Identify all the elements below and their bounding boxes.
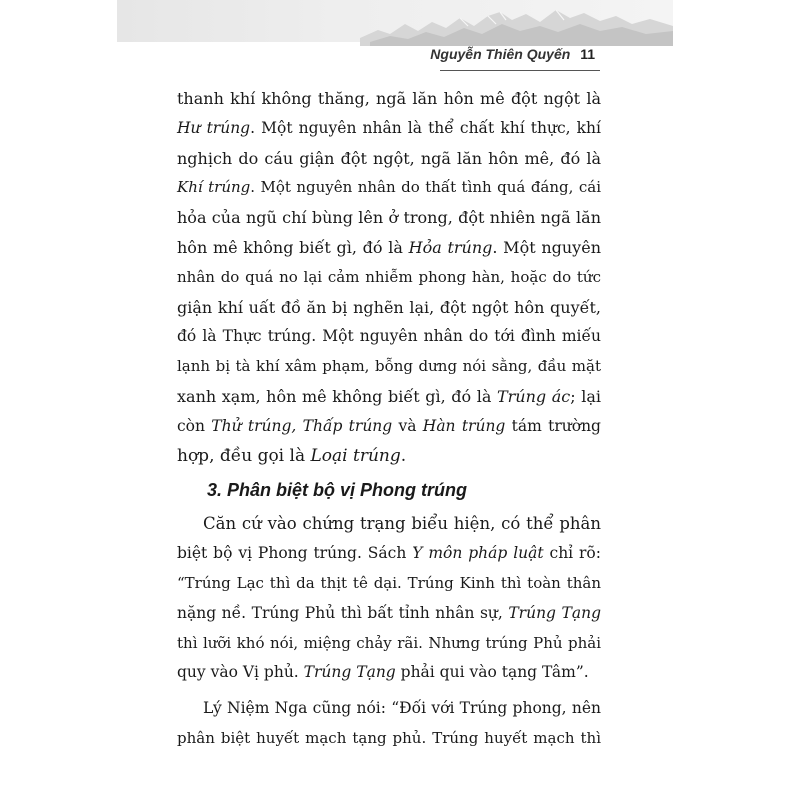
text-line: thì lưỡi khó nói, miệng chảy rãi. Nhưng trúng Phủ phải (177, 633, 601, 652)
section-heading: 3. Phân biệt bộ vị Phong trúng (207, 480, 467, 501)
text-line: hợp, đều gọi là Loại trúng. (177, 445, 407, 466)
text-line: Lý Niệm Nga cũng nói: “Đối với Trúng phong, nên (203, 699, 601, 718)
text-line: nhân do quá no lại cảm nhiễm phong hàn, hoặc do tức (177, 267, 601, 286)
author-name: Nguyễn Thiên Quyến (430, 46, 571, 62)
text-line: đó là Thực trúng. Một nguyên nhân do tới đình miếu (177, 327, 601, 346)
text-line: nặng nề. Trúng Phủ thì bất tỉnh nhân sự, Trúng Tạng (177, 603, 601, 622)
text-line: thanh khí không thăng, ngã lăn hôn mê đột ngột là (177, 89, 601, 108)
body-text (177, 84, 601, 754)
text-line: giận khí uất đồ ăn bị nghẽn lại, đột ngột hôn quyết, (177, 297, 601, 317)
header-rule (440, 70, 600, 71)
text-line: phân biệt huyết mạch tạng phủ. Trúng huyết mạch thì (177, 728, 601, 747)
text-line: còn Thử trúng, Thấp trúng và Hàn trúng tám trường (177, 416, 601, 435)
text-line: lạnh bị tà khí xâm phạm, bỗng dưng nói sằng, đầu mặt (177, 357, 601, 376)
text-line: nghịch do cáu giận đột ngột, ngã lăn hôn mê, đó là (177, 148, 601, 168)
mountain-illustration (360, 4, 673, 46)
text-line: “Trúng Lạc thì da thịt tê dại. Trúng Kinh thì toàn thân (177, 573, 601, 592)
text-line: hỏa của ngũ chí bùng lên ở trong, đột nhiên ngã lăn (177, 208, 601, 228)
text-line: quy vào Vị phủ. Trúng Tạng phải qui vào tạng Tâm”. (177, 663, 589, 682)
text-line: Hư trúng. Một nguyên nhân là thể chất khí thực, khí (177, 118, 601, 137)
text-line: biệt bộ vị Phong trúng. Sách Y môn pháp luật chỉ rõ: (177, 544, 601, 563)
text-line: Căn cứ vào chứng trạng biểu hiện, có thể phân (203, 514, 601, 534)
page-number: 11 (580, 46, 595, 62)
text-line: Khí trúng. Một nguyên nhân do thất tình quá đáng, cái (177, 178, 601, 197)
running-head (117, 46, 595, 70)
text-line: xanh xạm, hôn mê không biết gì, đó là Trúng ác; lại (177, 386, 602, 406)
text-line: hôn mê không biết gì, đó là Hỏa trúng. Một nguyên (177, 237, 601, 257)
